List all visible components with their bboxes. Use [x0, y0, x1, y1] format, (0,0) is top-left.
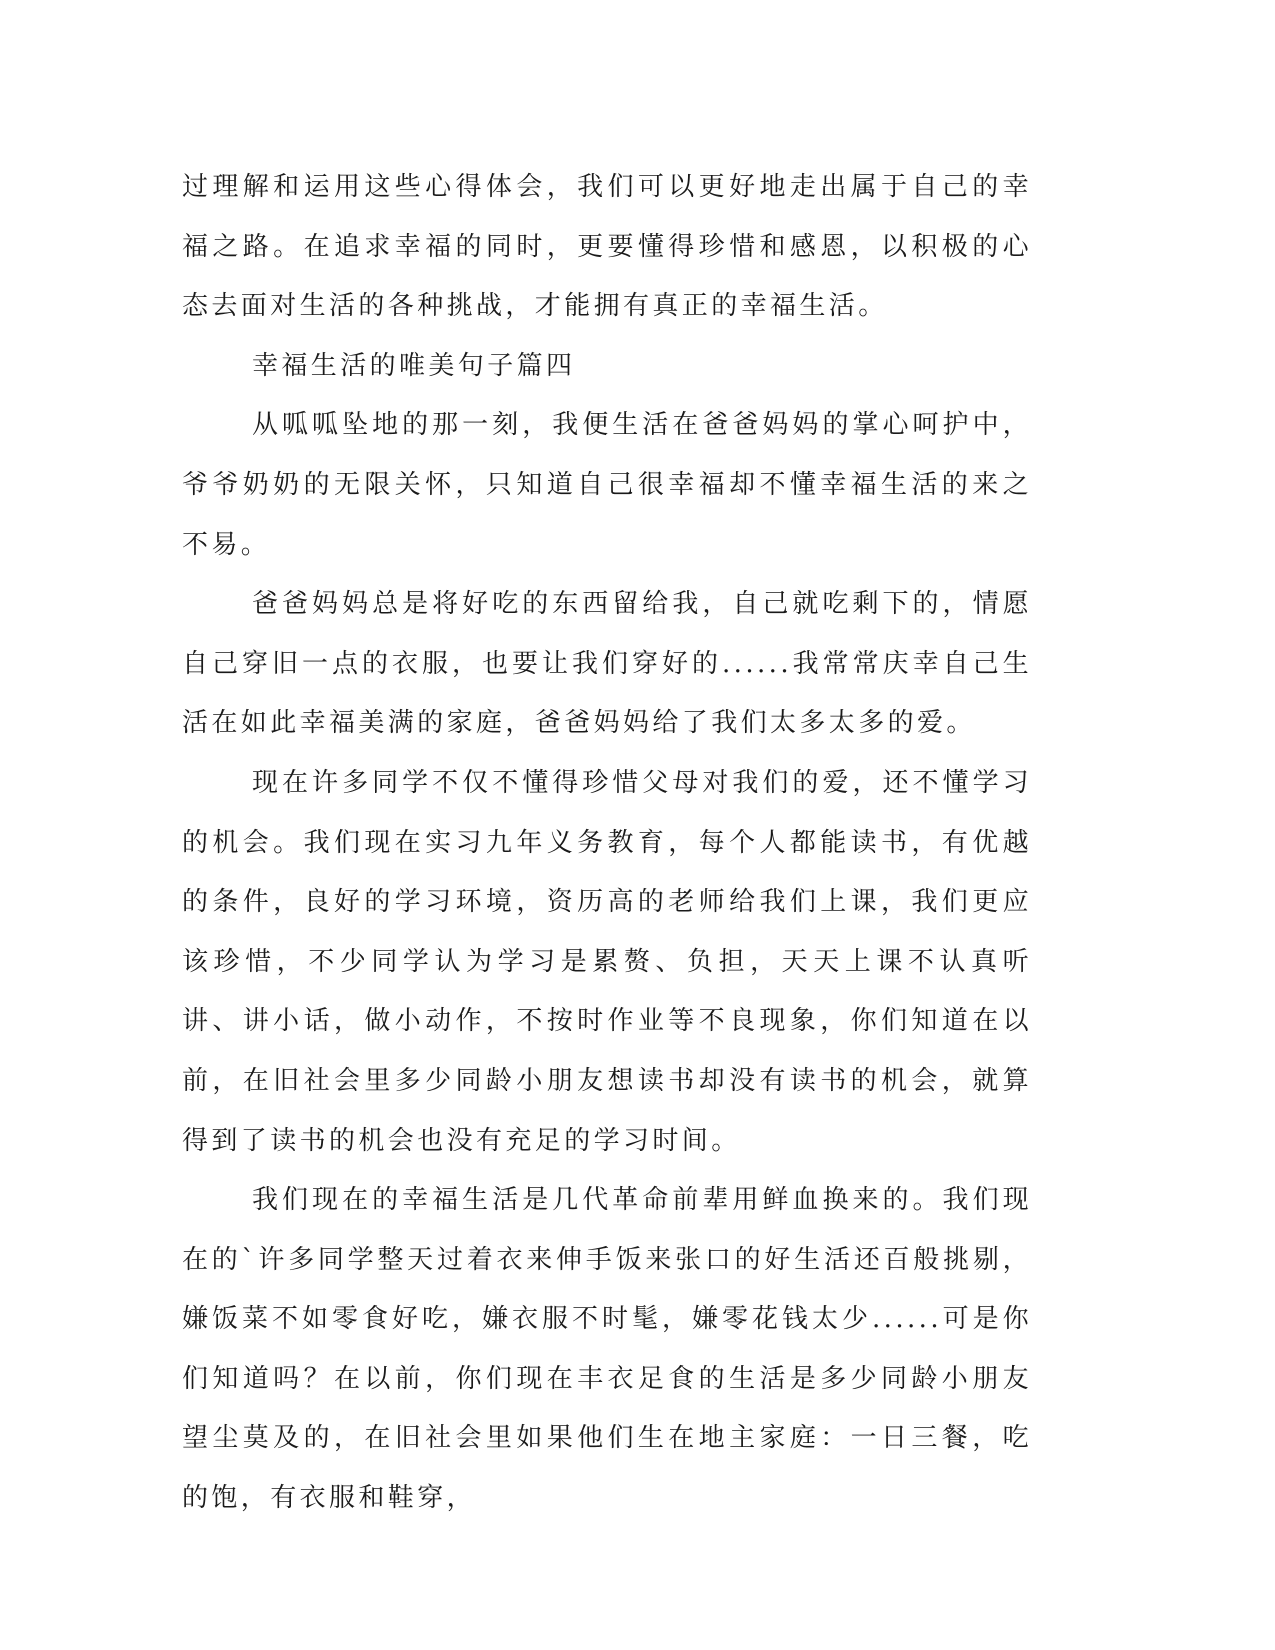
paragraph-continuation: 过理解和运用这些心得体会，我们可以更好地走出属于自己的幸福之路。在追求幸福的同时，更要懂得珍惜和感恩，以积极的心态去面对生活的各种挑战，才能拥有真正的幸福生活。 — [182, 172, 1032, 322]
section-heading: 幸福生活的唯美句子篇四 — [252, 350, 576, 381]
body-text — [182, 158, 1032, 1529]
paragraph-study: 现在许多同学不仅不懂得珍惜父母对我们的爱，还不懂学习的机会。我们现在实习九年义务教育，每个人都能读书，有优越的条件，良好的学习环境，资历高的老师给我们上课，我们更应该珍惜，不少同学认为学习是累赘、负担，天天上课不认真听讲、讲小话，做小动作，不按时作业等不良现象，你们知道在以前，在旧社会里多少同龄小朋友想读书却没有读书的机会，就算得到了读书的机会也没有充足的学习时间。 — [182, 767, 1032, 1156]
paragraph-birth: 从呱呱坠地的那一刻，我便生活在爸爸妈妈的掌心呵护中，爷爷奶奶的无限关怀，只知道自己很幸福却不懂幸福生活的来之不易。 — [182, 410, 1032, 560]
paragraph-parents: 爸爸妈妈总是将好吃的东西留给我，自己就吃剩下的，情愿自己穿旧一点的衣服，也要让我们穿好的......我常常庆幸自己生活在如此幸福美满的家庭，爸爸妈妈给了我们太多太多的爱。 — [182, 589, 1032, 739]
paragraph-happiness: 我们现在的幸福生活是几代革命前辈用鲜血换来的。我们现在的`许多同学整天过着衣来伸手饭来张口的好生活还百般挑剔，嫌饭菜不如零食好吃，嫌衣服不时髦，嫌零花钱太少......可是你们知道吗？在以前，你们现在丰衣足食的生活是多少同龄小朋友望尘莫及的，在旧社会里如果他们生在地主家庭：一日三餐，吃的饱，有衣服和鞋穿， — [182, 1185, 1032, 1514]
